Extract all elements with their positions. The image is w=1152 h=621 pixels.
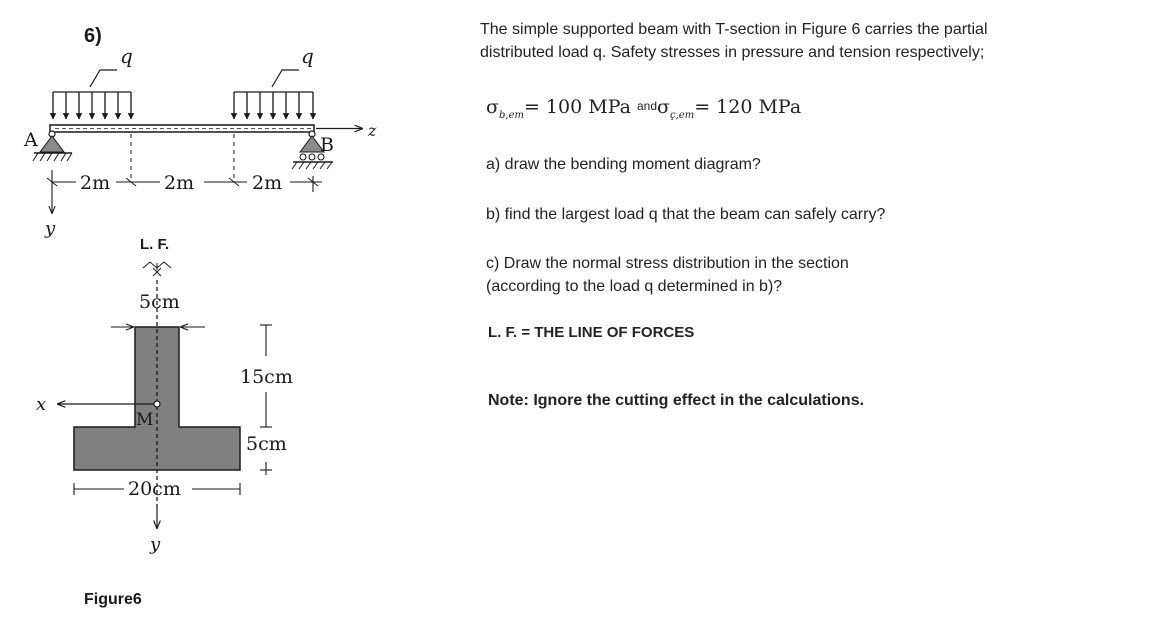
figure-6 <box>0 0 470 621</box>
sigma-c-value: = 120 MPa <box>694 96 802 118</box>
load-label-left: q <box>120 44 133 68</box>
sigma-b-value: = 100 MPa <box>523 96 631 118</box>
beam-diagram <box>23 44 377 239</box>
support-b-label: B <box>320 134 334 156</box>
load-label-right: q <box>301 44 314 68</box>
dim-label-3: 2m <box>252 172 283 194</box>
line-of-forces-definition: L. F. = THE LINE OF FORCES <box>488 324 695 341</box>
flange-width-label: 20cm <box>128 478 181 500</box>
axis-x-label: x <box>36 394 47 415</box>
load-leader-right <box>272 70 299 87</box>
t-section <box>36 236 293 555</box>
problem-text <box>480 18 1140 409</box>
sigma-b-subscript: b,em <box>498 109 524 121</box>
question-a: a) draw the bending moment diagram? <box>486 156 761 173</box>
dim-label-1: 2m <box>80 172 111 194</box>
figure-caption: Figure6 <box>84 591 142 608</box>
support-a-pin <box>33 131 72 161</box>
axis-z-label: z <box>368 121 377 140</box>
line-of-forces-label: L. F. <box>140 236 170 253</box>
flange-height-label: 5cm <box>246 433 287 455</box>
sigma-c-symbol: σ <box>657 96 671 118</box>
support-a-label: A <box>24 129 38 151</box>
distributed-load-left <box>53 92 131 119</box>
centroid-point <box>154 401 160 407</box>
distributed-load-right <box>234 92 313 119</box>
axis-y-beam-label: y <box>45 218 56 239</box>
load-leader-left <box>90 70 117 87</box>
sigma-c-subscript: ç,em <box>670 109 695 121</box>
and-word: and <box>637 99 658 113</box>
axis-y-section-label: y <box>150 534 161 555</box>
web-width-label: 5cm <box>139 291 180 313</box>
question-c: c) Draw the normal stress distribution in the section (according to the load q determined in b)? <box>486 255 849 295</box>
sigma-b-symbol: σ <box>486 96 499 118</box>
allowable-stresses <box>486 96 801 121</box>
calculation-note: Note: Ignore the cutting effect in the calculations. <box>488 392 865 409</box>
dim-label-2: 2m <box>164 172 195 194</box>
question-b: b) find the largest load q that the beam can safely carry? <box>486 206 886 223</box>
web-height-label: 15cm <box>240 366 293 388</box>
problem-intro: The simple supported beam with T-section in Figure 6 carries the partial distributed load q. Safety stresses in pressure and tension respectively; <box>480 21 988 61</box>
problem-number: 6) <box>84 25 102 47</box>
line-of-forces-symbol <box>143 262 171 276</box>
centroid-label: M <box>136 410 154 430</box>
